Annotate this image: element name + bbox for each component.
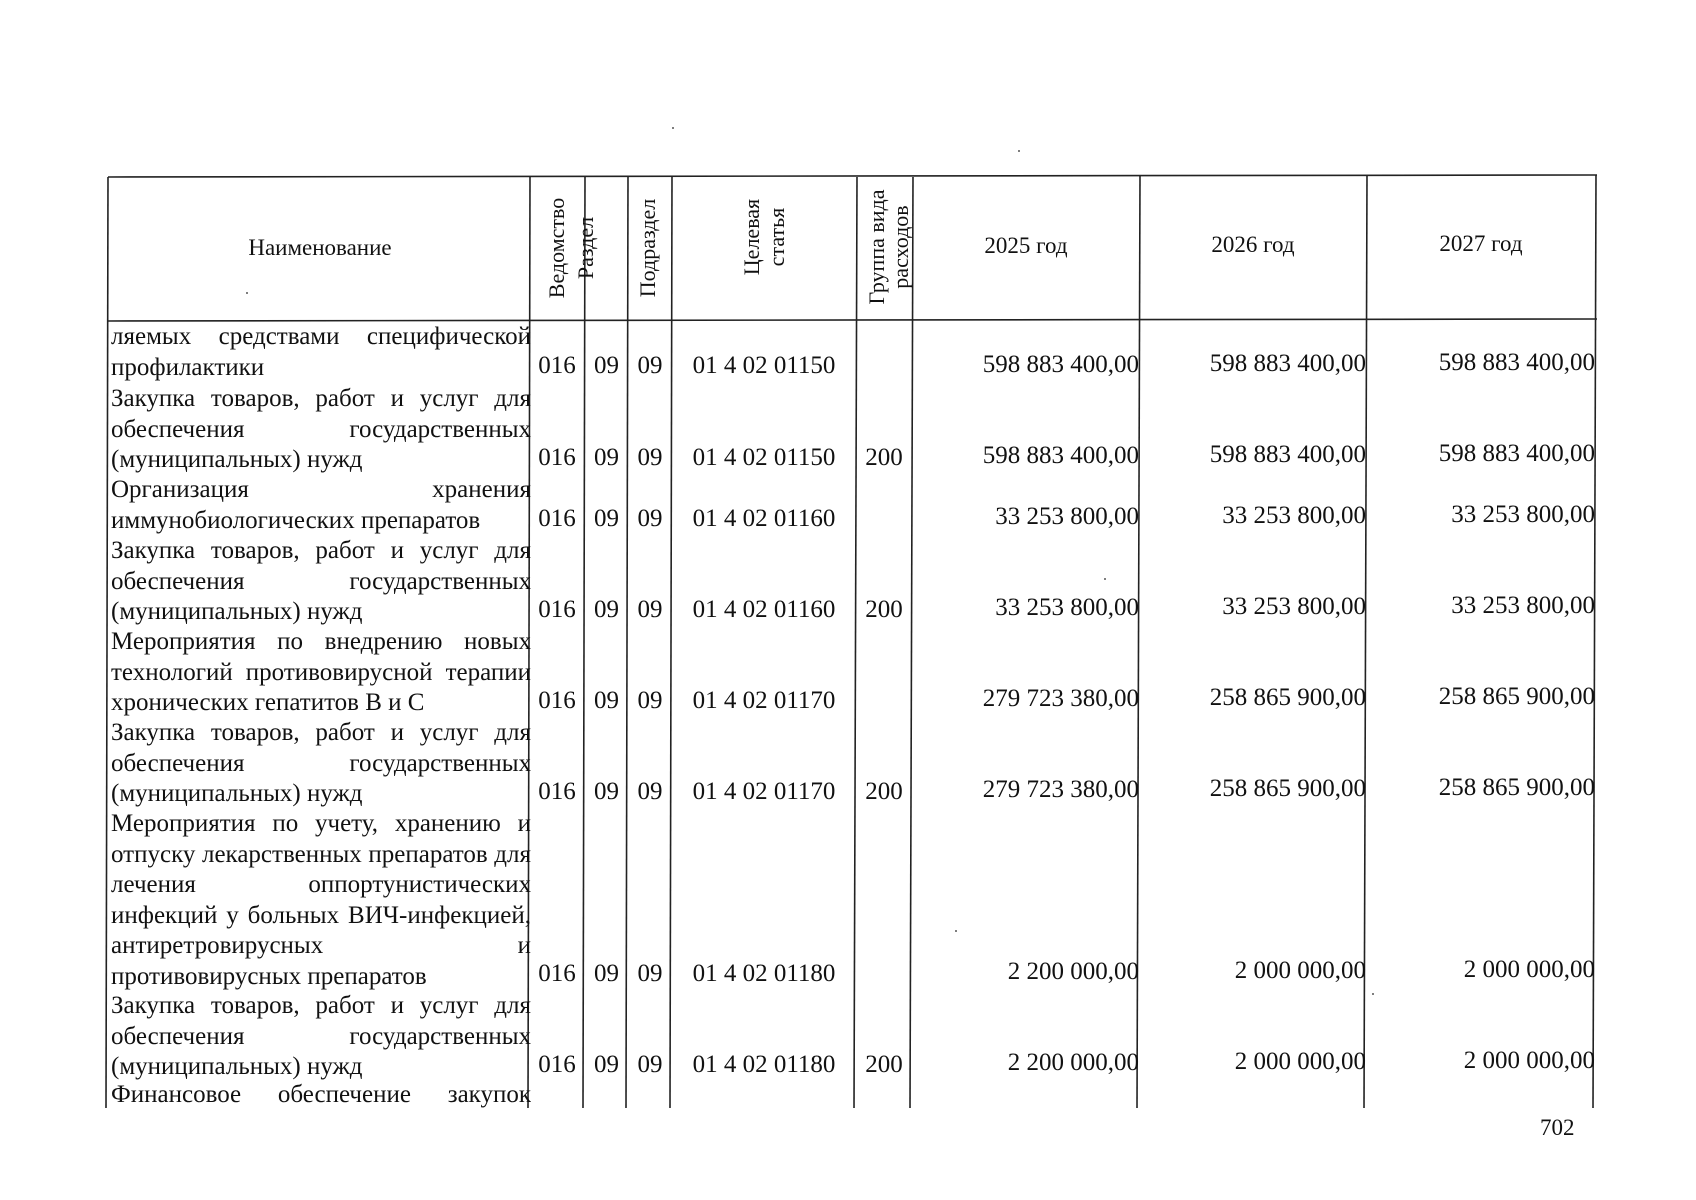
cell-celevaya: 01 4 02 01150 xyxy=(692,352,836,379)
cell-vedomstvo: 016 xyxy=(538,778,576,805)
cell-gruppa: 200 xyxy=(865,596,903,623)
header-2026: 2026 год xyxy=(1211,232,1295,257)
cell-razdel: 09 xyxy=(594,352,619,379)
scan-speck xyxy=(1372,993,1374,995)
cell-razdel: 09 xyxy=(594,960,619,987)
cell-razdel: 09 xyxy=(594,444,619,471)
header-vedomstvo: Ведомство xyxy=(544,197,569,299)
row-name: Закупка товаров, работ и услуг для обеспечения государственных (муниципальных) нужд xyxy=(111,385,531,473)
scan-speck xyxy=(1018,150,1020,152)
header-celevaya-line1: Целевая xyxy=(739,198,764,276)
cell-2027: 2 000 000,00 xyxy=(1463,1047,1595,1074)
cell-2026: 258 865 900,00 xyxy=(1209,775,1366,802)
row-name: Финансовое обеспечение закупок xyxy=(111,1081,531,1108)
cell-2025: 2 200 000,00 xyxy=(1007,958,1139,985)
cell-podrazdel: 09 xyxy=(637,687,663,714)
scan-speck xyxy=(955,930,957,932)
row-name: Организация хранения иммунобиологических препаратов xyxy=(111,476,531,534)
page-number: 702 xyxy=(1540,1115,1575,1140)
cell-podrazdel: 09 xyxy=(637,505,663,532)
cell-razdel: 09 xyxy=(594,1051,619,1078)
row-name: Закупка товаров, работ и услуг для обеспечения государственных (муниципальных) нужд xyxy=(111,719,531,807)
scan-speck xyxy=(246,292,248,294)
cell-2027: 258 865 900,00 xyxy=(1438,683,1595,710)
cell-podrazdel: 09 xyxy=(637,1051,663,1078)
cell-podrazdel: 09 xyxy=(637,960,663,987)
header-gruppa-vida-rashodov xyxy=(865,177,915,317)
cell-2026: 2 000 000,00 xyxy=(1234,957,1366,984)
cell-2025: 33 253 800,00 xyxy=(995,594,1139,621)
row-name: Мероприятия по учету, хранению и отпуску лекарственных препаратов для лечения оппортунистических инфекций у больных ВИЧ-инфекцией, антиретровирусных и противовирусных препаратов xyxy=(111,810,531,990)
cell-vedomstvo: 016 xyxy=(538,1051,576,1078)
cell-celevaya: 01 4 02 01150 xyxy=(692,444,836,471)
cell-podrazdel: 09 xyxy=(637,778,663,805)
cell-2027: 598 883 400,00 xyxy=(1438,349,1595,376)
cell-podrazdel: 09 xyxy=(637,596,663,623)
cell-razdel: 09 xyxy=(594,687,619,714)
cell-2025: 2 200 000,00 xyxy=(1007,1049,1139,1076)
cell-2026: 598 883 400,00 xyxy=(1209,350,1366,377)
cell-razdel: 09 xyxy=(594,596,619,623)
cell-razdel: 09 xyxy=(594,505,619,532)
header-name: Наименование xyxy=(248,235,392,260)
cell-celevaya: 01 4 02 01170 xyxy=(692,687,836,714)
header-celevaya-statya xyxy=(739,187,789,287)
cell-2027: 258 865 900,00 xyxy=(1438,774,1595,801)
scan-speck xyxy=(672,127,674,129)
cell-2026: 33 253 800,00 xyxy=(1222,593,1366,620)
cell-2025: 598 883 400,00 xyxy=(982,351,1139,378)
cell-2025: 279 723 380,00 xyxy=(982,776,1139,803)
cell-celevaya: 01 4 02 01170 xyxy=(692,778,836,805)
row-name: Мероприятия по внедрению новых технологий противовирусной терапии хронических гепатитов В и С xyxy=(111,628,531,716)
cell-gruppa: 200 xyxy=(865,444,903,471)
cell-2025: 279 723 380,00 xyxy=(982,685,1139,712)
cell-2027: 33 253 800,00 xyxy=(1451,592,1595,619)
row-name: ляемых средствами специфической профилактики xyxy=(111,323,531,381)
cell-vedomstvo: 016 xyxy=(538,352,576,379)
row-name: Закупка товаров, работ и услуг для обеспечения государственных (муниципальных) нужд xyxy=(111,537,531,625)
cell-2026: 2 000 000,00 xyxy=(1234,1048,1366,1075)
cell-celevaya: 01 4 02 01180 xyxy=(692,1051,836,1078)
cell-2025: 598 883 400,00 xyxy=(982,442,1139,469)
cell-celevaya: 01 4 02 01160 xyxy=(692,596,836,623)
cell-podrazdel: 09 xyxy=(637,352,663,379)
cell-vedomstvo: 016 xyxy=(538,960,576,987)
cell-vedomstvo: 016 xyxy=(538,444,576,471)
cell-gruppa: 200 xyxy=(865,1051,903,1078)
cell-vedomstvo: 016 xyxy=(538,596,576,623)
cell-2026: 258 865 900,00 xyxy=(1209,684,1366,711)
header-gruppa-line1: Группа вида xyxy=(864,189,889,305)
cell-2026: 598 883 400,00 xyxy=(1209,441,1366,468)
cell-celevaya: 01 4 02 01180 xyxy=(692,960,836,987)
cell-vedomstvo: 016 xyxy=(538,687,576,714)
cell-razdel: 09 xyxy=(594,778,619,805)
cell-2027: 2 000 000,00 xyxy=(1463,956,1595,983)
header-celevaya-line2: статья xyxy=(764,207,789,267)
scan-speck xyxy=(1104,578,1106,580)
header-gruppa-line2: расходов xyxy=(888,205,913,289)
cell-2027: 598 883 400,00 xyxy=(1438,440,1595,467)
cell-gruppa: 200 xyxy=(865,778,903,805)
cell-2025: 33 253 800,00 xyxy=(995,503,1139,530)
row-name: Закупка товаров, работ и услуг для обеспечения государственных (муниципальных) нужд xyxy=(111,992,531,1080)
cell-vedomstvo: 016 xyxy=(538,505,576,532)
header-2027: 2027 год xyxy=(1439,231,1523,256)
header-2025: 2025 год xyxy=(984,233,1068,258)
cell-celevaya: 01 4 02 01160 xyxy=(692,505,836,532)
cell-2026: 33 253 800,00 xyxy=(1222,502,1366,529)
header-razdel: Раздел xyxy=(573,216,598,280)
cell-podrazdel: 09 xyxy=(637,444,663,471)
header-podrazdel: Подраздел xyxy=(635,198,660,298)
cell-2027: 33 253 800,00 xyxy=(1451,501,1595,528)
